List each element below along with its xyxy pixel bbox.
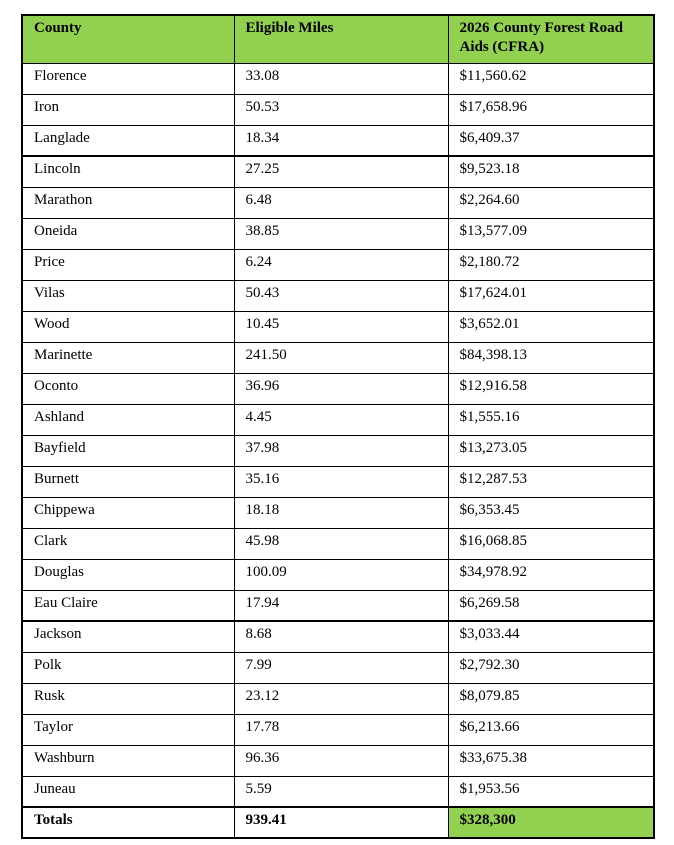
county-cell: Douglas [22,559,234,590]
county-cell: Juneau [22,776,234,807]
cfra-amount-cell: $3,652.01 [448,311,654,342]
eligible-miles-cell: 18.34 [234,125,448,156]
cfra-amount-cell: $6,213.66 [448,714,654,745]
county-cell: Ashland [22,404,234,435]
cfra-amount-cell: $6,269.58 [448,590,654,621]
table-row [22,249,654,280]
column-header-county: County [22,15,234,63]
eligible-miles-cell: 50.53 [234,94,448,125]
table-row [22,63,654,94]
table-row [22,218,654,249]
cfra-amount-cell: $9,523.18 [448,156,654,187]
header-row [22,15,654,63]
cfra-amount-cell: $1,953.56 [448,776,654,807]
eligible-miles-cell: 45.98 [234,528,448,559]
table-row [22,683,654,714]
county-cell: Iron [22,94,234,125]
table-row [22,342,654,373]
cfra-amount-cell: $1,555.16 [448,404,654,435]
eligible-miles-cell: 38.85 [234,218,448,249]
cfra-amount-cell: $17,658.96 [448,94,654,125]
cfra-amount-cell: $34,978.92 [448,559,654,590]
table-row [22,528,654,559]
table-row [22,776,654,807]
column-header-cfra: 2026 County Forest Road Aids (CFRA) [448,15,654,63]
county-cell: Polk [22,652,234,683]
table-row [22,621,654,652]
cfra-amount-cell: $2,264.60 [448,187,654,218]
cfra-amount-cell: $33,675.38 [448,745,654,776]
eligible-miles-cell: 96.36 [234,745,448,776]
eligible-miles-cell: 37.98 [234,435,448,466]
totals-aid-cell: $328,300 [448,807,654,838]
table-row [22,745,654,776]
eligible-miles-cell: 7.99 [234,652,448,683]
table-row [22,187,654,218]
eligible-miles-cell: 5.59 [234,776,448,807]
cfra-amount-cell: $13,273.05 [448,435,654,466]
table-row [22,373,654,404]
table-row [22,156,654,187]
cfra-amount-cell: $6,353.45 [448,497,654,528]
eligible-miles-cell: 33.08 [234,63,448,94]
table-row [22,652,654,683]
eligible-miles-cell: 18.18 [234,497,448,528]
cfra-amount-cell: $8,079.85 [448,683,654,714]
eligible-miles-cell: 6.24 [234,249,448,280]
county-cell: Burnett [22,466,234,497]
county-cell: Florence [22,63,234,94]
eligible-miles-cell: 10.45 [234,311,448,342]
county-cell: Jackson [22,621,234,652]
cfra-table [21,14,655,839]
county-cell: Lincoln [22,156,234,187]
cfra-amount-cell: $12,287.53 [448,466,654,497]
cfra-amount-cell: $6,409.37 [448,125,654,156]
county-cell: Chippewa [22,497,234,528]
table-row [22,559,654,590]
table-row [22,714,654,745]
table-row [22,590,654,621]
table-header [22,15,654,63]
table-row [22,404,654,435]
eligible-miles-cell: 35.16 [234,466,448,497]
cfra-amount-cell: $16,068.85 [448,528,654,559]
cfra-amount-cell: $11,560.62 [448,63,654,94]
column-header-eligible-miles: Eligible Miles [234,15,448,63]
county-cell: Rusk [22,683,234,714]
county-cell: Langlade [22,125,234,156]
county-cell: Price [22,249,234,280]
eligible-miles-cell: 4.45 [234,404,448,435]
table-row [22,497,654,528]
cfra-amount-cell: $2,180.72 [448,249,654,280]
table-row [22,466,654,497]
county-cell: Oneida [22,218,234,249]
county-cell: Clark [22,528,234,559]
county-cell: Bayfield [22,435,234,466]
eligible-miles-cell: 100.09 [234,559,448,590]
eligible-miles-cell: 17.94 [234,590,448,621]
eligible-miles-cell: 27.25 [234,156,448,187]
table-row [22,435,654,466]
cfra-amount-cell: $3,033.44 [448,621,654,652]
cfra-amount-cell: $13,577.09 [448,218,654,249]
county-cell: Washburn [22,745,234,776]
table-row [22,125,654,156]
table-row [22,311,654,342]
table-row [22,280,654,311]
county-cell: Oconto [22,373,234,404]
cfra-amount-cell: $2,792.30 [448,652,654,683]
totals-miles-cell: 939.41 [234,807,448,838]
eligible-miles-cell: 8.68 [234,621,448,652]
cfra-amount-cell: $12,916.58 [448,373,654,404]
totals-row [22,807,654,838]
cfra-amount-cell: $84,398.13 [448,342,654,373]
cfra-amount-cell: $17,624.01 [448,280,654,311]
eligible-miles-cell: 23.12 [234,683,448,714]
table-row [22,94,654,125]
county-cell: Eau Claire [22,590,234,621]
county-cell: Marathon [22,187,234,218]
county-cell: Marinette [22,342,234,373]
eligible-miles-cell: 6.48 [234,187,448,218]
eligible-miles-cell: 50.43 [234,280,448,311]
eligible-miles-cell: 17.78 [234,714,448,745]
county-cell: Taylor [22,714,234,745]
totals-label-cell: Totals [22,807,234,838]
county-cell: Wood [22,311,234,342]
county-cell: Vilas [22,280,234,311]
table-body [22,63,654,838]
eligible-miles-cell: 241.50 [234,342,448,373]
eligible-miles-cell: 36.96 [234,373,448,404]
